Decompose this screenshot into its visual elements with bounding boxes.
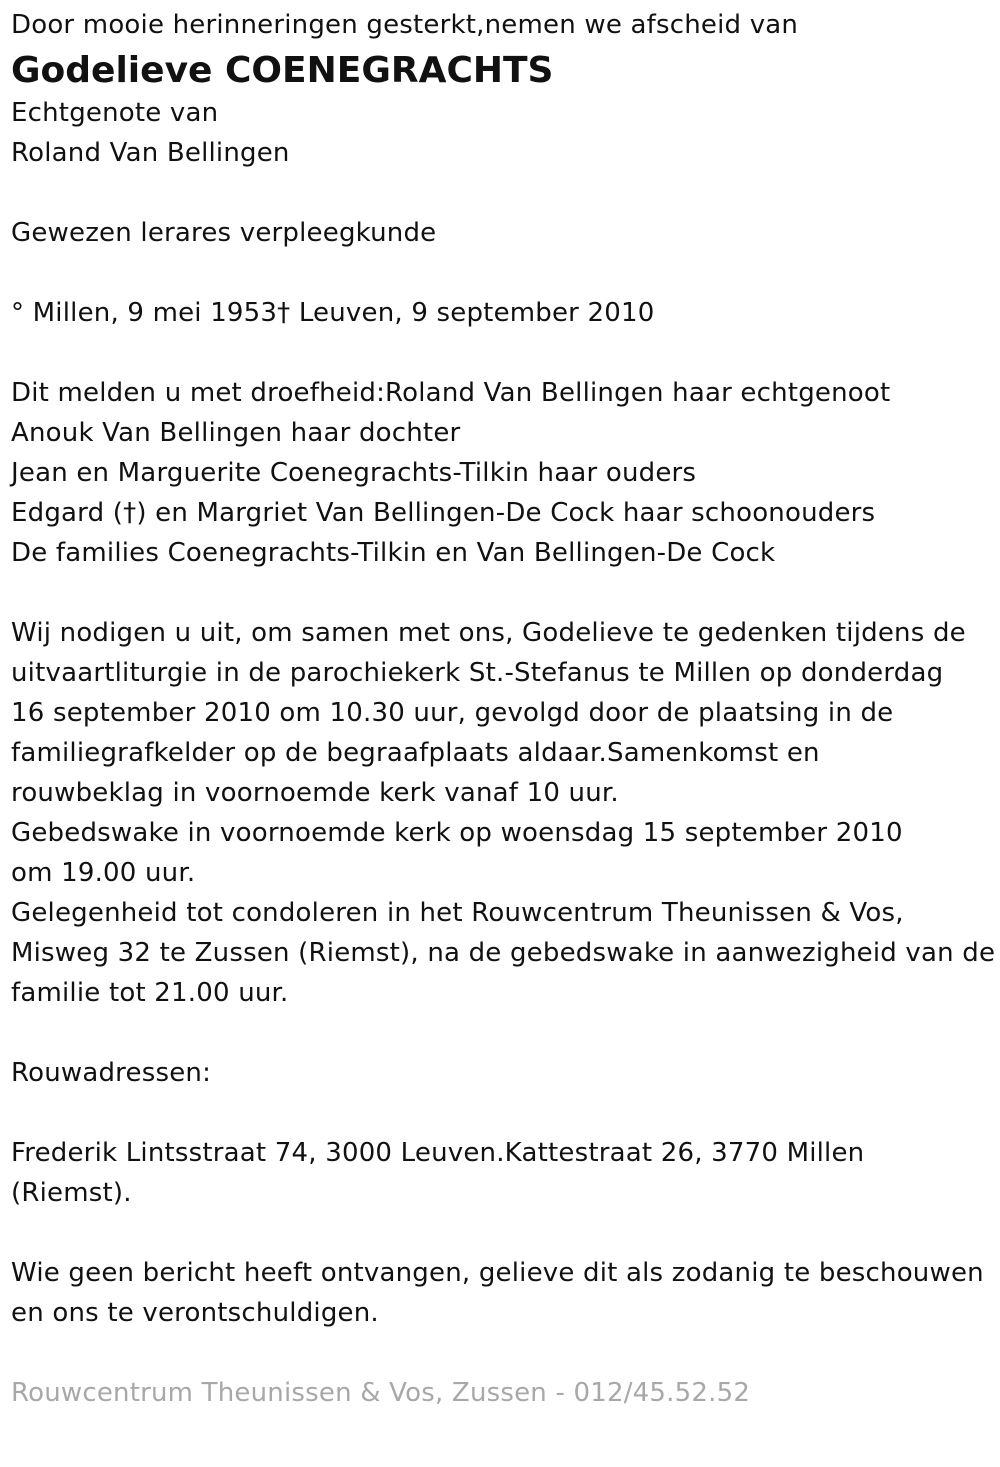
mourner-line: Anouk Van Bellingen haar dochter xyxy=(11,418,461,448)
intro-text: Door mooie herinneringen gesterkt,nemen we afscheid van xyxy=(11,10,799,40)
invitation-line: uitvaartliturgie in de parochiekerk St.-Stefanus te Millen op donderdag xyxy=(11,658,944,688)
invitation-line: Wij nodigen u uit, om samen met ons, Godelieve te gedenken tijdens de xyxy=(11,618,966,648)
closing-paragraph xyxy=(11,1253,996,1333)
invitation-paragraph xyxy=(11,613,996,1013)
invitation-line: 16 september 2010 om 10.30 uur, gevolgd door de plaatsing in de xyxy=(11,698,894,728)
obituary-notice xyxy=(11,0,996,1413)
mourner-line: De families Coenegrachts-Tilkin en Van Bellingen-De Cock xyxy=(11,538,776,568)
spacer xyxy=(11,1013,996,1053)
spouse-label: Echtgenote van xyxy=(11,98,219,128)
mourner-line: Edgard (†) en Margriet Van Bellingen-De Cock haar schoonouders xyxy=(11,498,876,528)
funeral-home-footer: Rouwcentrum Theunissen & Vos, Zussen - 012/45.52.52 xyxy=(11,1378,751,1408)
address-line: (Riemst). xyxy=(11,1178,132,1208)
birth-death-dates: ° Millen, 9 mei 1953† Leuven, 9 september 2010 xyxy=(11,298,655,328)
spouse-name: Roland Van Bellingen xyxy=(11,138,290,168)
spacer xyxy=(11,333,996,373)
invitation-line: familiegrafkelder op de begraafplaats aldaar.Samenkomst en xyxy=(11,738,820,768)
spacer xyxy=(11,253,996,293)
spacer xyxy=(11,173,996,213)
spacer xyxy=(11,1333,996,1373)
addresses-label: Rouwadressen: xyxy=(11,1058,212,1088)
spacer xyxy=(11,1093,996,1133)
mourners-list xyxy=(11,373,996,573)
invitation-line: rouwbeklag in voornoemde kerk vanaf 10 uur. xyxy=(11,778,619,808)
spacer xyxy=(11,1213,996,1253)
mourner-line: Dit melden u met droefheid:Roland Van Bellingen haar echtgenoot xyxy=(11,378,891,408)
mourner-line: Jean en Marguerite Coenegrachts-Tilkin haar ouders xyxy=(11,458,697,488)
invitation-line: Misweg 32 te Zussen (Riemst), na de gebedswake in aanwezigheid van de xyxy=(11,938,996,968)
profession-text: Gewezen lerares verpleegkunde xyxy=(11,218,437,248)
addresses-block xyxy=(11,1133,996,1213)
invitation-line: Gelegenheid tot condoleren in het Rouwcentrum Theunissen & Vos, xyxy=(11,898,904,928)
address-line: Frederik Lintsstraat 74, 3000 Leuven.Kattestraat 26, 3770 Millen xyxy=(11,1138,865,1168)
invitation-line: om 19.00 uur. xyxy=(11,858,196,888)
closing-line: Wie geen bericht heeft ontvangen, gelieve dit als zodanig te beschouwen xyxy=(11,1258,984,1288)
deceased-name: Godelieve COENEGRACHTS xyxy=(11,50,554,91)
invitation-line: Gebedswake in voornoemde kerk op woensdag 15 september 2010 xyxy=(11,818,903,848)
spacer xyxy=(11,573,996,613)
invitation-line: familie tot 21.00 uur. xyxy=(11,978,289,1008)
closing-line: en ons te verontschuldigen. xyxy=(11,1298,379,1328)
